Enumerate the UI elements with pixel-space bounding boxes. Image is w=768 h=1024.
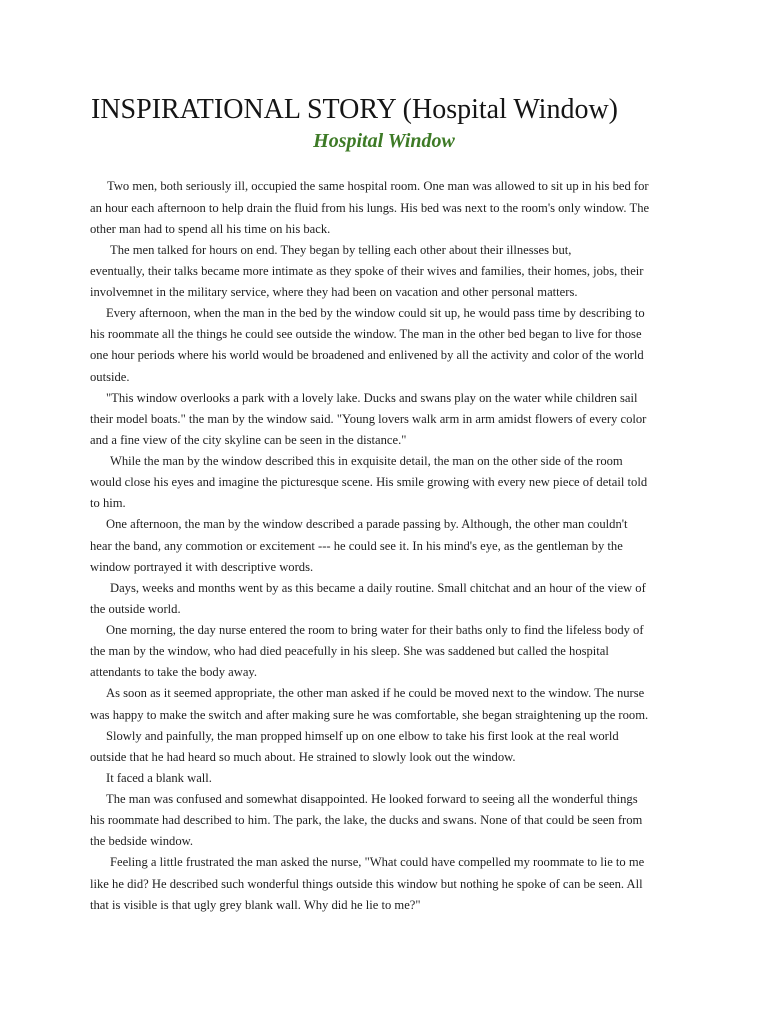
document-title: INSPIRATIONAL STORY (Hospital Window) [91, 94, 618, 125]
story-line: the bedside window. [90, 834, 194, 848]
story-line: their model boats." the man by the window said. "Young lovers walk arm in arm amidst flowers of every color [90, 412, 647, 426]
story-line: One morning, the day nurse entered the room to bring water for their baths only to find the lifeless body of [106, 623, 644, 637]
story-line: As soon as it seemed appropriate, the other man asked if he could be moved next to the window. The nurse [106, 686, 645, 700]
story-line: The man was confused and somewhat disappointed. He looked forward to seeing all the wonderful things [106, 792, 638, 806]
story-line: Days, weeks and months went by as this became a daily routine. Small chitchat and an hour of the view of [110, 581, 646, 595]
story-line: his roommate all the things he could see outside the window. The man in the other bed began to live for those [90, 327, 642, 341]
story-line: an hour each afternoon to help drain the fluid from his lungs. His bed was next to the room's only window. The [90, 201, 650, 215]
story-line: involvemnet in the military service, where they had been on vacation and other personal matters. [90, 285, 578, 299]
story-line: the man by the window, who had died peacefully in his sleep. She was saddened but called the hospital [90, 644, 609, 658]
document-subtitle: Hospital Window [313, 130, 455, 152]
story-line: Every afternoon, when the man in the bed by the window could sit up, he would pass time by describing to [106, 306, 645, 320]
story-line: one hour periods where his world would be broadened and enlivened by all the activity and color of the world [90, 348, 644, 362]
story-line: his roommate had described to him. The park, the lake, the ducks and swans. None of that could be seen from [90, 813, 643, 827]
story-line: Slowly and painfully, the man propped himself up on one elbow to take his first look at the real world [106, 729, 619, 743]
story-line: attendants to take the body away. [90, 665, 258, 679]
story-line: like he did? He described such wonderful things outside this window but nothing he spoke of can be seen. All [90, 877, 643, 891]
story-line: Feeling a little frustrated the man asked the nurse, "What could have compelled my roommate to lie to me [110, 855, 645, 869]
story-line: was happy to make the switch and after making sure he was comfortable, she began straightening up the room. [90, 708, 649, 722]
story-line: It faced a blank wall. [106, 771, 212, 785]
story-line: While the man by the window described this in exquisite detail, the man on the other side of the room [110, 454, 623, 468]
story-line: other man had to spend all his time on his back. [90, 222, 331, 236]
story-line: and a fine view of the city skyline can be seen in the distance." [90, 433, 407, 447]
story-line: "This window overlooks a park with a lovely lake. Ducks and swans play on the water while children sail [106, 391, 638, 405]
story-line: that is visible is that ugly grey blank wall. Why did he lie to me?" [90, 898, 421, 912]
story-line: outside that he had heard so much about. He strained to slowly look out the window. [90, 750, 516, 764]
story-line: One afternoon, the man by the window described a parade passing by. Although, the other man couldn't [106, 517, 628, 531]
story-line: Two men, both seriously ill, occupied the same hospital room. One man was allowed to sit up in his bed for [107, 179, 649, 193]
story-line: hear the band, any commotion or excitement --- he could see it. In his mind's eye, as the gentleman by the [90, 539, 623, 553]
story-line: the outside world. [90, 602, 181, 616]
story-line: would close his eyes and imagine the picturesque scene. His smile growing with every new piece of detail told [90, 475, 648, 489]
story-line: eventually, their talks became more intimate as they spoke of their wives and families, their homes, jobs, their [90, 264, 644, 278]
story-line: The men talked for hours on end. They began by telling each other about their illnesses but, [110, 243, 572, 257]
story-line: to him. [90, 496, 126, 510]
story-line: outside. [90, 370, 130, 384]
story-line: window portrayed it with descriptive words. [90, 560, 314, 574]
